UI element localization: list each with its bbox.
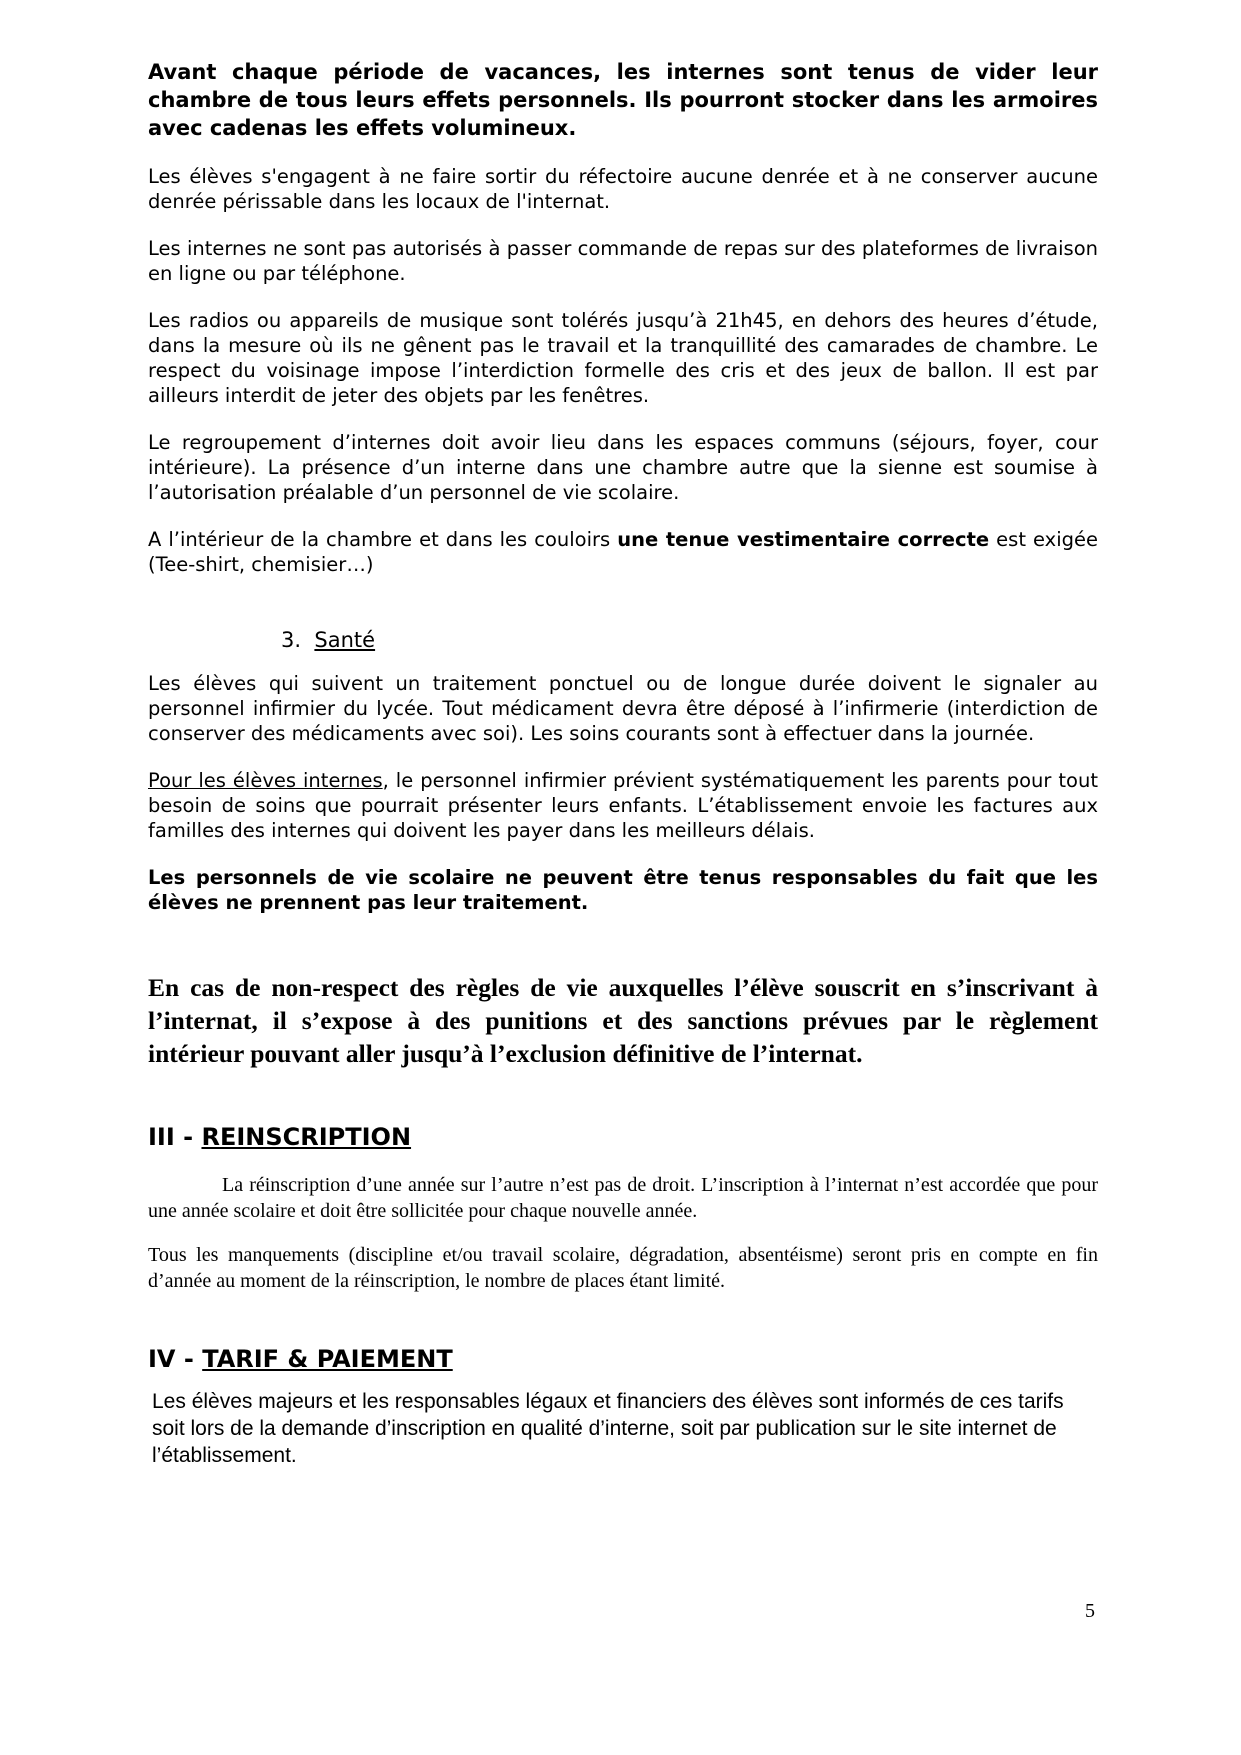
page-number: 5 [1085, 1600, 1095, 1622]
internes-soins-paragraph [148, 768, 1098, 843]
reinscription-paragraph-2: Tous les manquements (discipline et/ou travail scolaire, dégradation, absentéisme) seront pris en compte en fin d’année au moment de la réinscription, le nombre de places étant limité. [148, 1244, 1098, 1292]
reinscription-prefix: III - [148, 1123, 202, 1151]
refectoire-paragraph: Les élèves s'engagent à ne faire sortir du réfectoire aucune denrée et à ne conserver aucune denrée périssable dans les locaux de l'internat. [148, 165, 1098, 213]
tenue-text-before: A l’intérieur de la chambre et dans les couloirs [148, 528, 618, 551]
tenue-text-after: est exigée (Tee-shirt, chemisier…) [148, 528, 1098, 576]
reinscription-paragraph-1: La réinscription d’une année sur l’autre n’est pas de droit. L’inscription à l’internat n’est accordée que pour une année scolaire et doit être sollicitée pour chaque nouvelle année. [148, 1174, 1098, 1222]
document-page [148, 58, 1098, 1469]
regroupement-paragraph: Le regroupement d’internes doit avoir lieu dans les espaces communs (séjours, foyer, cour intérieure). La présence d’un interne dans une chambre autre que la sienne est soumise à l’autorisation préalable d’un personnel de vie scolaire. [148, 431, 1098, 504]
reinscription-title: REINSCRIPTION [201, 1123, 412, 1151]
tarif-heading [148, 1344, 1098, 1374]
vacances-paragraph: Avant chaque période de vacances, les internes sont tenus de vider leur chambre de tous leurs effets personnels. Ils pourront stocker dans les armoires avec cadenas les effets volumineux. [148, 60, 1098, 140]
tarif-title: TARIF & PAIEMENT [202, 1345, 453, 1373]
sanctions-paragraph: En cas de non-respect des règles de vie auxquelles l’élève souscrit en s’inscrivant à l’internat, il s’expose à des punitions et des sanctions prévues par le règlement intérieur pouvant aller jusqu’à l’exclusion définitive de l’internat. [148, 973, 1098, 1068]
sante-title: Santé [314, 628, 376, 652]
reinscription-heading [148, 1122, 1098, 1152]
responsables-paragraph: Les personnels de vie scolaire ne peuvent être tenus responsables du fait que les élèves ne prennent pas leur traitement. [148, 866, 1098, 914]
traitement-paragraph: Les élèves qui suivent un traitement ponctuel ou de longue durée doivent le signaler au personnel infirmier du lycée. Tout médicament devra être déposé à l’infirmerie (interdiction de conserver des médicaments avec soi). Les soins courants sont à effectuer dans la journée. [148, 672, 1098, 745]
tenue-text-bold: une tenue vestimentaire correcte [617, 528, 990, 551]
sante-heading [281, 627, 1098, 653]
tarif-prefix: IV - [148, 1345, 203, 1373]
tarif-paragraph: Les élèves majeurs et les responsables légaux et financiers des élèves sont informés de ces tarifs soit lors de la demande d’inscription en qualité d’interne, soit par publication sur le site internet de l’établissement. [152, 1390, 1064, 1467]
radios-paragraph: Les radios ou appareils de musique sont tolérés jusqu’à 21h45, en dehors des heures d’étude, dans la mesure où ils ne gênent pas le travail et la tranquillité des camarades de chambre. Le respect du voisinage impose l’interdiction formelle des cris et des jeux de ballon. Il est par ailleurs interdit de jeter des objets par les fenêtres. [148, 309, 1098, 407]
livraison-paragraph: Les internes ne sont pas autorisés à passer commande de repas sur des plateformes de livraison en ligne ou par téléphone. [148, 237, 1098, 285]
sante-number: 3. [281, 628, 302, 652]
internes-soins-rest: , le personnel infirmier prévient systématiquement les parents pour tout besoin de soins que pourrait présenter leurs enfants. L’établissement envoie les factures aux familles des internes qui doivent les payer dans les meilleurs délais. [148, 769, 1098, 842]
internes-underlined: Pour les élèves internes [148, 769, 383, 792]
tenue-paragraph [148, 527, 1098, 577]
